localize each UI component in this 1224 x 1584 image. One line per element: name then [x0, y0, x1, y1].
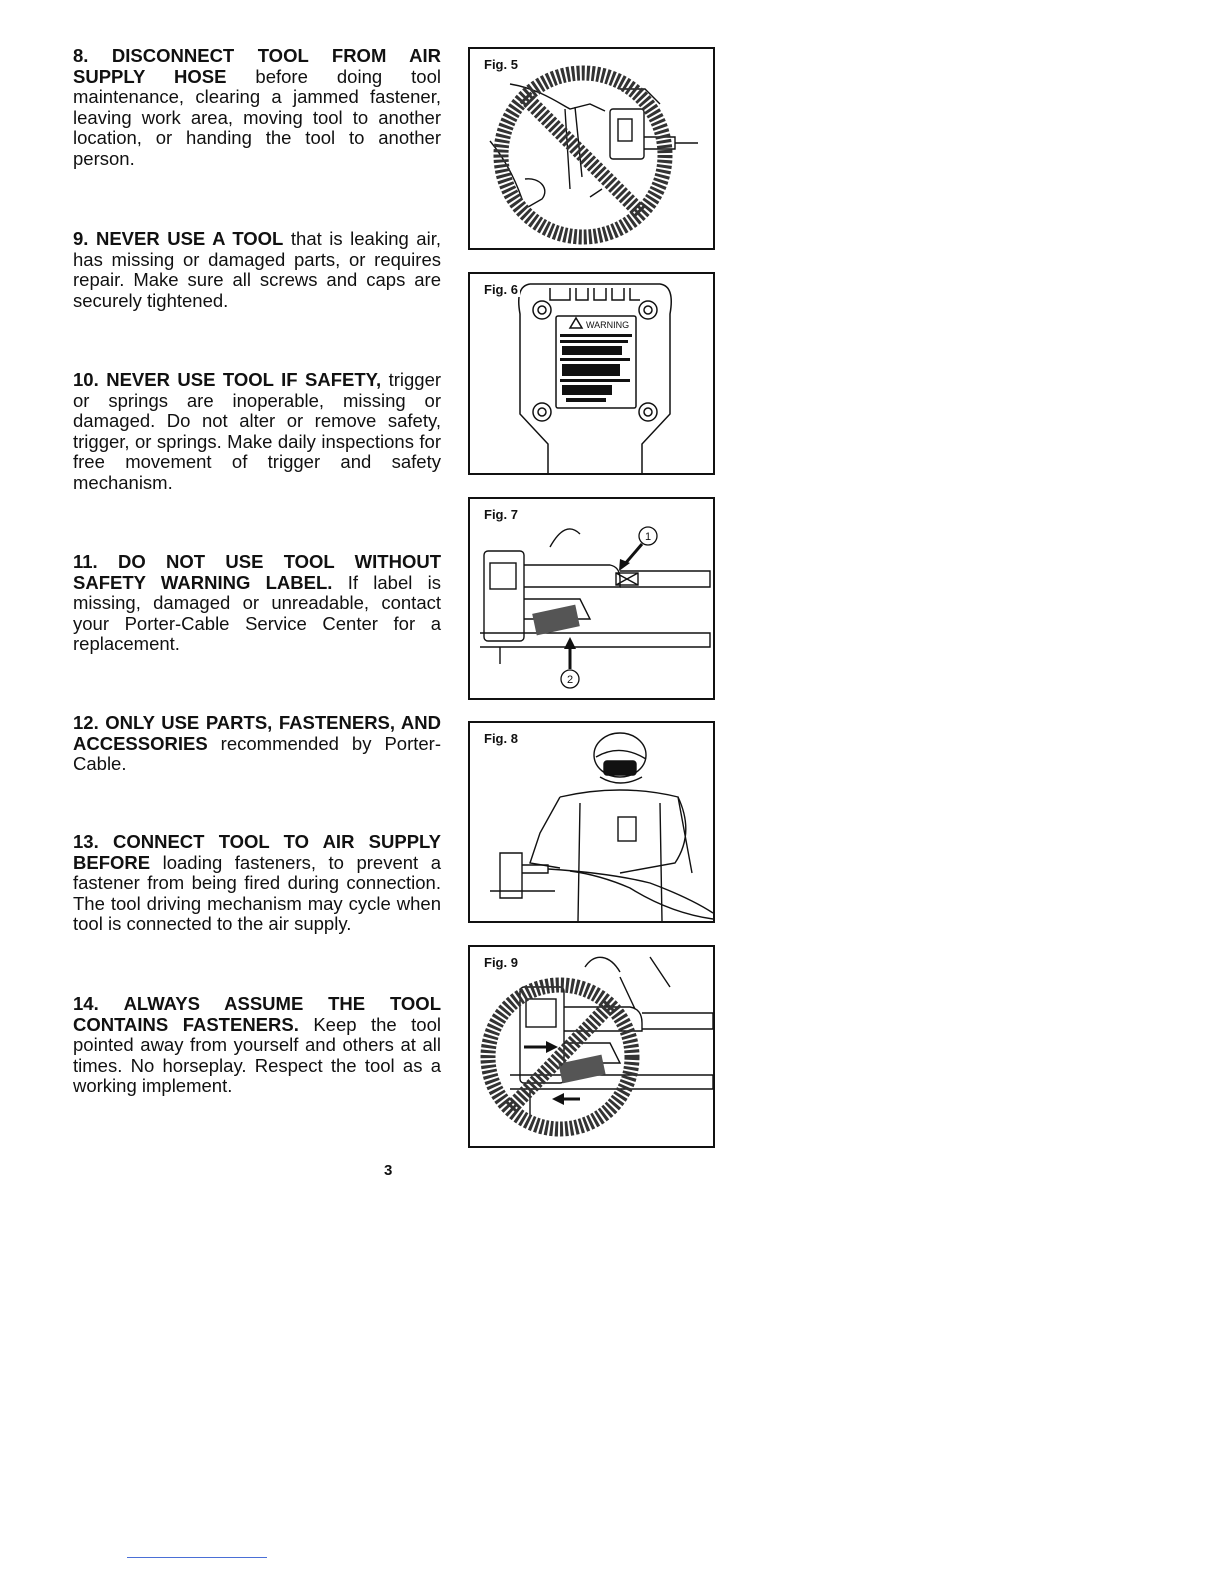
figure-5: [468, 47, 715, 250]
instruction-body: loading fasteners, to prevent a fastener from being fired during connection. The tool driving mechanism may cycle when tool is connected to the air supply.: [73, 851, 441, 935]
callout-2-label: 2: [567, 674, 574, 686]
instruction-item-11: [73, 552, 441, 655]
instruction-heading: ALWAYS ASSUME THE TOOL CONTAINS FASTENERS.: [73, 993, 441, 1035]
figure-label: Fig. 7: [484, 507, 518, 522]
figure-7: [468, 497, 715, 700]
instruction-number: 13.: [73, 831, 99, 852]
figure-8: [468, 721, 715, 923]
instruction-number: 10.: [73, 369, 99, 390]
instruction-item-8: [73, 46, 441, 170]
figure-9-illustration: [470, 947, 713, 1146]
figure-label: Fig. 6: [484, 282, 518, 297]
instruction-heading: DISCONNECT TOOL FROM AIR SUPPLY HOSE: [73, 45, 442, 87]
instruction-body: Keep the tool pointed away from yourself and others at all times. No horseplay. Respect the tool as a working implement.: [73, 1013, 441, 1097]
instruction-body: before doing tool maintenance, clearing a jammed fastener, leaving work area, moving tool to another location, or handing the tool to another person.: [73, 65, 441, 169]
figure-7-illustration: [470, 499, 713, 698]
instruction-number: 12.: [73, 712, 99, 733]
instruction-number: 8.: [73, 45, 89, 66]
instruction-heading: NEVER USE A TOOL: [95, 228, 284, 249]
callout-1-label: 1: [645, 531, 652, 543]
footer-rule: [127, 1557, 267, 1558]
figure-label: Fig. 9: [484, 955, 518, 970]
instruction-body: If label is missing, damaged or unreadable, contact your Porter-Cable Service Center for a replacement.: [73, 571, 441, 655]
instruction-number: 11.: [73, 551, 98, 572]
instruction-body: recommended by Porter-Cable.: [73, 732, 441, 775]
instruction-heading: ONLY USE PARTS, FASTENERS, AND ACCESSORIES: [73, 712, 441, 754]
instruction-number: 14.: [73, 993, 99, 1014]
instruction-body: trigger or springs are inoperable, missing or damaged. Do not alter or remove safety, trigger, or springs. Make daily inspections for free movement of trigger and safety mechanism.: [73, 369, 442, 493]
instruction-item-12: [73, 713, 441, 775]
instruction-item-9: [73, 229, 441, 311]
instruction-item-14: [73, 994, 441, 1097]
instruction-heading: NEVER USE TOOL IF SAFETY,: [106, 369, 382, 390]
instruction-item-13: [73, 832, 441, 935]
instruction-item-10: [73, 370, 441, 494]
figure-9: [468, 945, 715, 1148]
figure-8-illustration: [470, 723, 713, 921]
warning-label-text: WARNING: [586, 320, 630, 330]
page-number: 3: [384, 1162, 393, 1179]
figure-6: [468, 272, 715, 475]
instruction-number: 9.: [73, 228, 89, 249]
figure-5-illustration: [470, 49, 713, 248]
instruction-heading: DO NOT USE TOOL WITHOUT SAFETY WARNING LABEL.: [73, 551, 441, 593]
instruction-heading: CONNECT TOOL TO AIR SUPPLY BEFORE: [73, 831, 441, 873]
instruction-body: that is leaking air, has missing or damaged parts, or requires repair. Make sure all screws and caps are securely tightened.: [73, 228, 441, 311]
figure-label: Fig. 5: [484, 57, 518, 72]
figure-label: Fig. 8: [484, 731, 518, 746]
figure-6-illustration: [470, 274, 713, 473]
